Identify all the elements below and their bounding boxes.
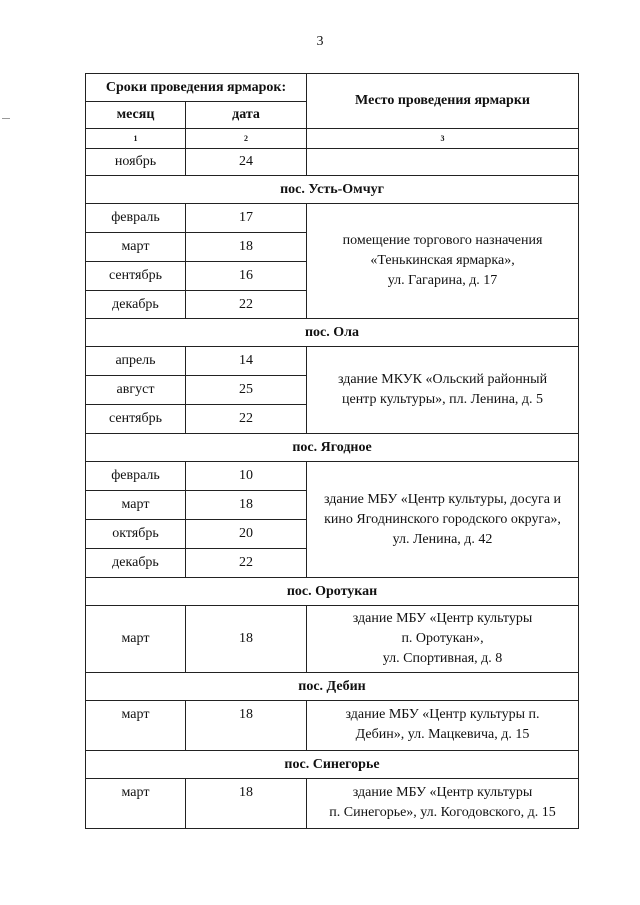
date-cell: 22 xyxy=(186,549,307,578)
location-line: центр культуры», пл. Ленина, д. 5 xyxy=(341,392,544,407)
location-line: помещение торгового назначения xyxy=(342,233,543,248)
location-line: п. Синегорье», ул. Когодовского, д. 15 xyxy=(329,805,556,820)
month-cell: сентябрь xyxy=(86,405,186,434)
location-cell xyxy=(307,204,579,319)
settlement-heading: пос. Ола xyxy=(86,319,579,347)
table-row xyxy=(86,347,579,376)
table-row xyxy=(86,701,579,751)
month-cell: март xyxy=(86,606,186,673)
location-line: ул. Ленина, д. 42 xyxy=(392,531,493,547)
settlement-heading: пос. Ягодное xyxy=(86,434,579,462)
location-cell xyxy=(307,149,579,176)
month-cell: сентябрь xyxy=(86,262,186,291)
location-line: ул. Спортивная, д. 8 xyxy=(382,651,503,666)
location-line: кино Ягоднинского городского округа», xyxy=(324,511,561,527)
location-line: здание МБУ «Центр культуры xyxy=(352,611,533,626)
location-line: ул. Гагарина, д. 17 xyxy=(387,273,498,288)
location-cell xyxy=(307,701,579,751)
location-cell xyxy=(307,606,579,673)
location-line: здание МКУК «Ольский районный xyxy=(337,372,548,387)
date-cell: 14 xyxy=(186,347,307,376)
margin-mark xyxy=(2,118,10,119)
date-header: дата xyxy=(186,102,307,129)
settlement-heading: пос. Усть-Омчуг xyxy=(86,176,579,204)
location-line: здание МБУ «Центр культуры, досуга и xyxy=(324,491,561,507)
month-cell: март xyxy=(86,779,186,829)
date-cell: 10 xyxy=(186,462,307,491)
date-cell: 18 xyxy=(186,701,307,751)
column-number-3: 3 xyxy=(307,129,579,149)
location-cell xyxy=(307,779,579,829)
date-cell: 18 xyxy=(186,779,307,829)
schedule-header: Сроки проведения ярмарок: xyxy=(86,74,307,102)
month-cell: март xyxy=(86,701,186,751)
location-line: п. Оротукан», xyxy=(401,631,484,646)
date-cell: 18 xyxy=(186,606,307,673)
table-row xyxy=(86,779,579,829)
location-line: здание МБУ «Центр культуры xyxy=(352,785,533,800)
month-cell: декабрь xyxy=(86,549,186,578)
month-cell: март xyxy=(86,233,186,262)
month-cell: апрель xyxy=(86,347,186,376)
column-number-1: 1 xyxy=(86,129,186,149)
month-cell: февраль xyxy=(86,204,186,233)
settlement-heading: пос. Дебин xyxy=(86,673,579,701)
date-cell: 20 xyxy=(186,520,307,549)
month-cell: февраль xyxy=(86,462,186,491)
column-number-2: 2 xyxy=(186,129,307,149)
settlement-heading: пос. Оротукан xyxy=(86,578,579,606)
month-cell: март xyxy=(86,491,186,520)
date-cell: 24 xyxy=(186,149,307,176)
date-cell: 25 xyxy=(186,376,307,405)
location-cell xyxy=(307,462,579,578)
page-number: 3 xyxy=(316,34,324,49)
date-cell: 22 xyxy=(186,291,307,319)
location-header: Место проведения ярмарки xyxy=(307,74,579,129)
date-cell: 22 xyxy=(186,405,307,434)
month-cell: август xyxy=(86,376,186,405)
table-row xyxy=(86,462,579,491)
location-cell xyxy=(307,347,579,434)
date-cell: 18 xyxy=(186,233,307,262)
location-line: Дебин», ул. Мацкевича, д. 15 xyxy=(355,727,530,742)
date-cell: 17 xyxy=(186,204,307,233)
month-cell: ноябрь xyxy=(86,149,186,176)
fair-schedule-table xyxy=(85,73,579,829)
month-cell: декабрь xyxy=(86,291,186,319)
location-line: «Тенькинская ярмарка», xyxy=(370,253,515,268)
date-cell: 16 xyxy=(186,262,307,291)
month-cell: октябрь xyxy=(86,520,186,549)
location-line: здание МБУ «Центр культуры п. xyxy=(345,707,540,722)
date-cell: 18 xyxy=(186,491,307,520)
month-header: месяц xyxy=(86,102,186,129)
settlement-heading: пос. Синегорье xyxy=(86,751,579,779)
table-row xyxy=(86,204,579,233)
table-row xyxy=(86,606,579,673)
